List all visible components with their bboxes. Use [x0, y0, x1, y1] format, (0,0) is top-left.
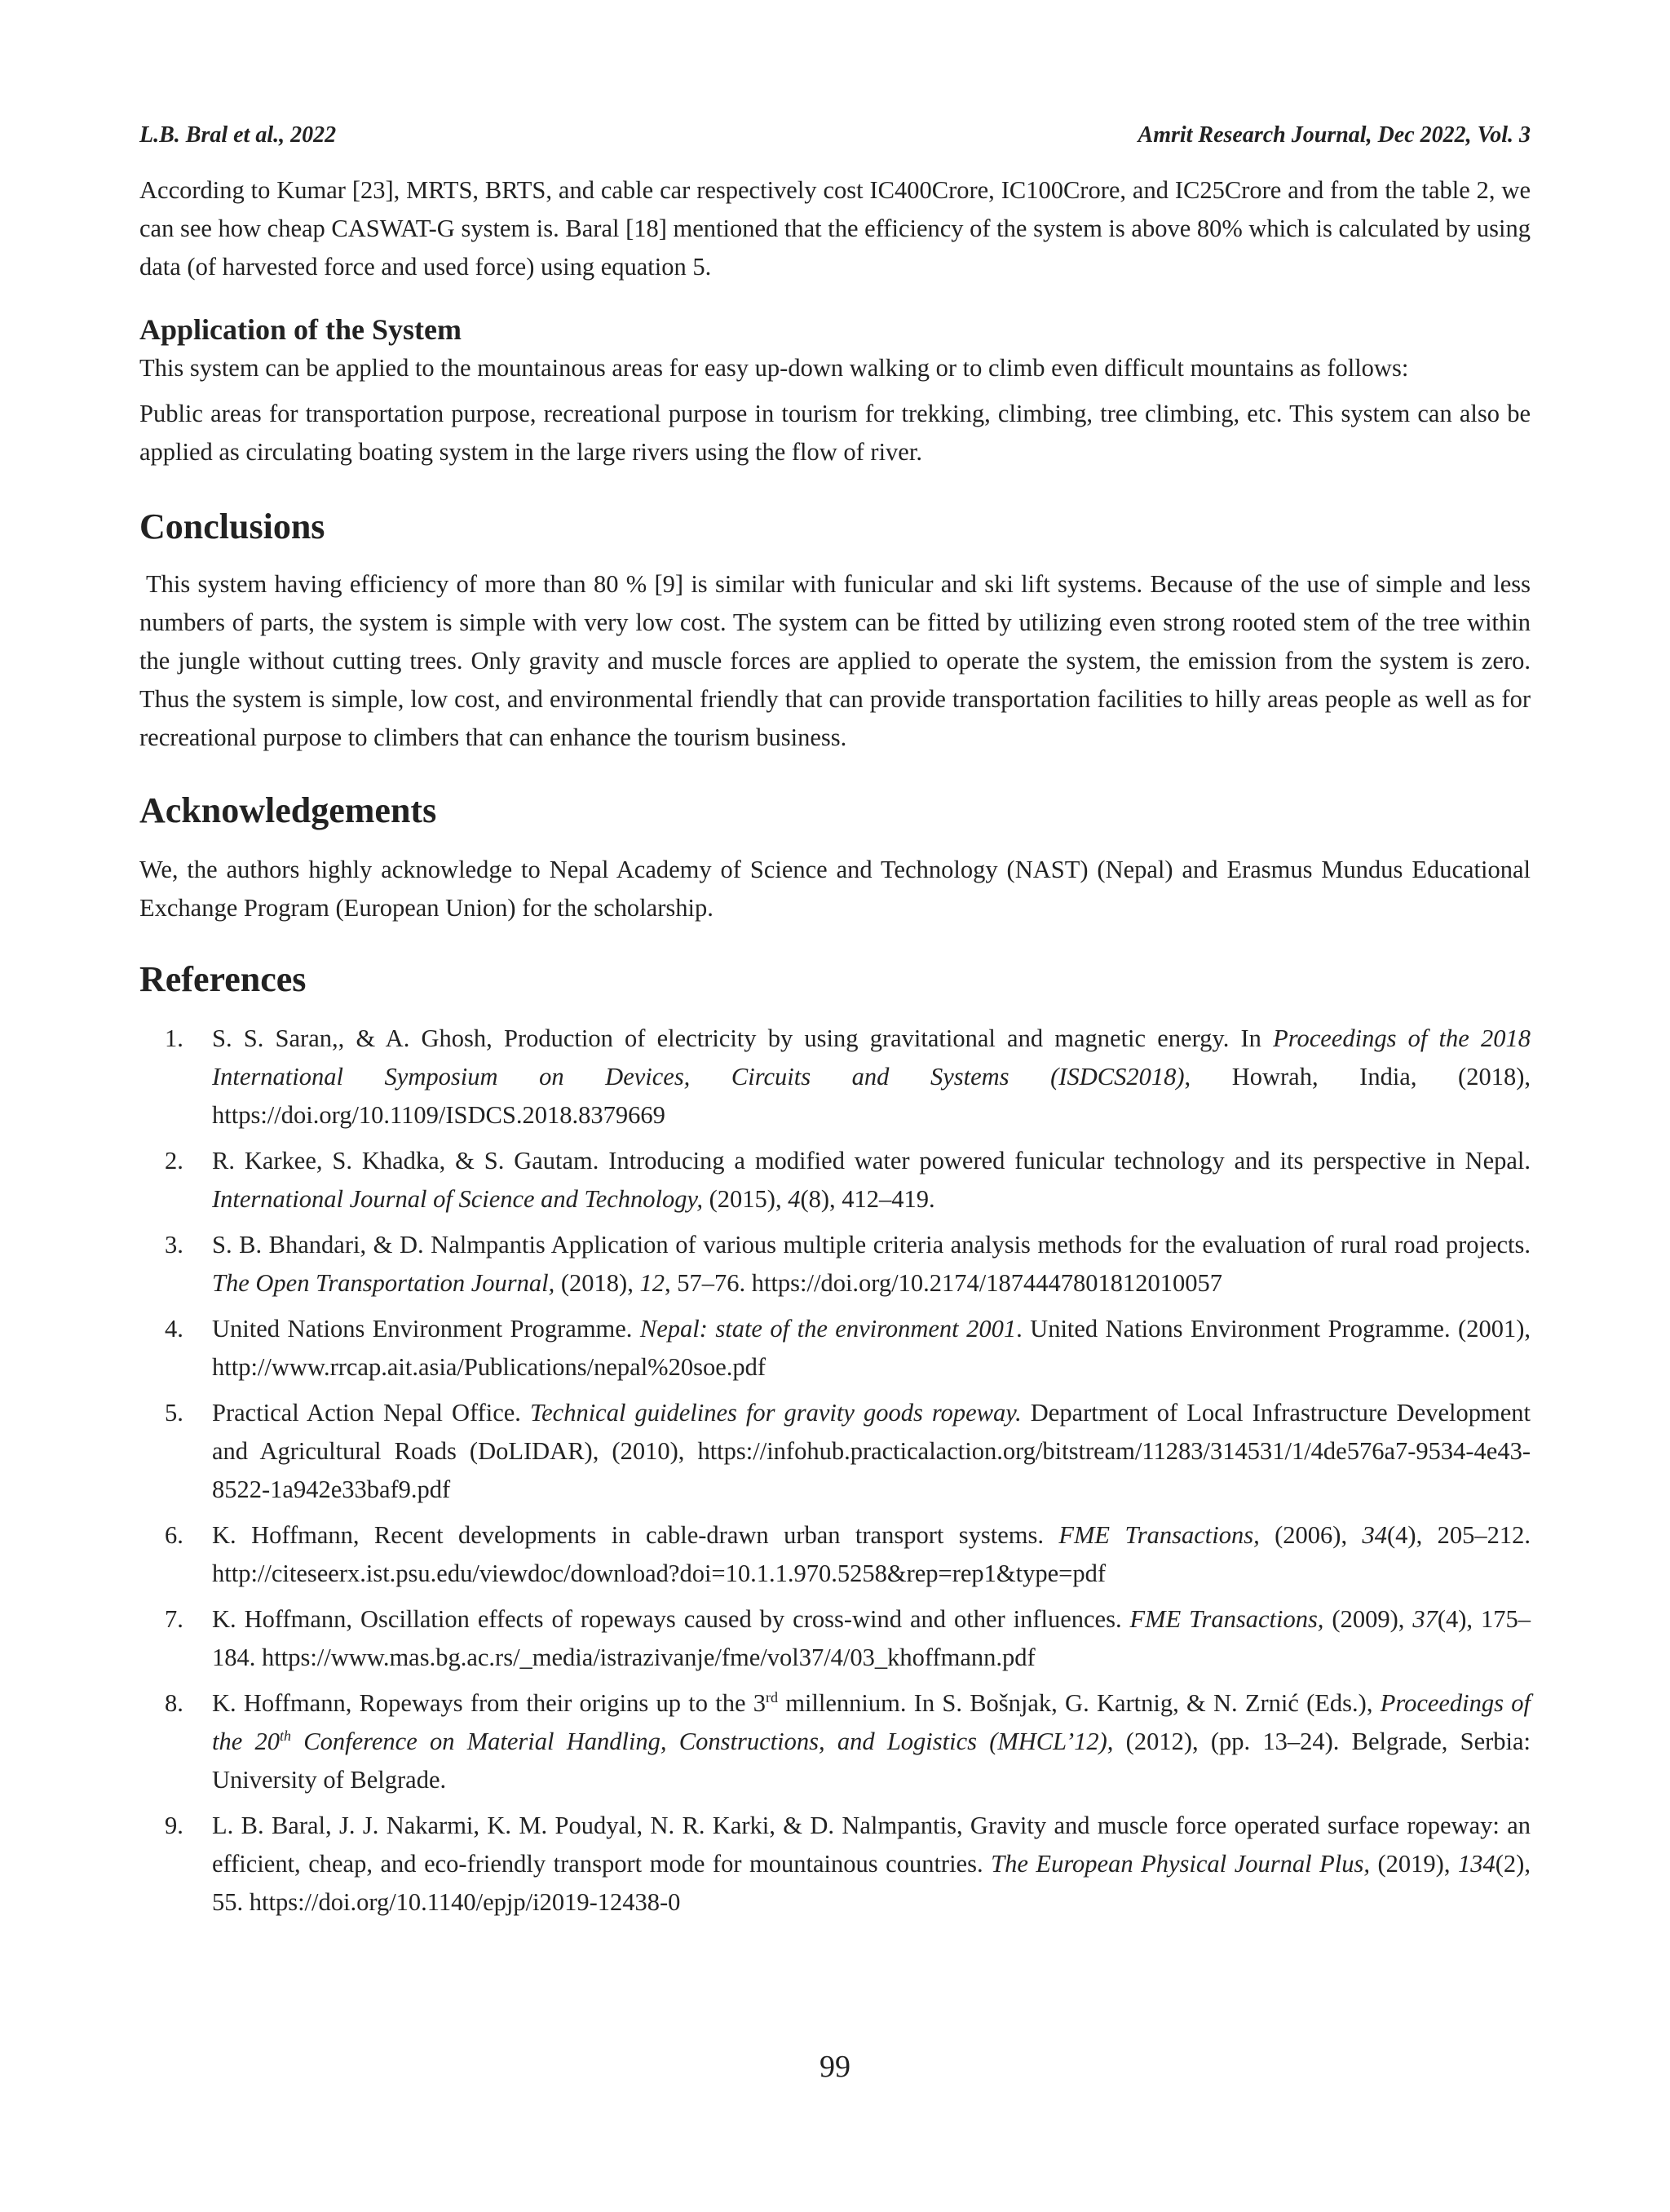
reference-text: (2015), — [703, 1185, 789, 1213]
reference-source: Proceedings of the 2018 International Symposium on Devices, Circuits and Systems (ISDCS2018) — [212, 1024, 1531, 1091]
reference-text: , Howrah, India, (2018), https://doi.org/10.1109/ISDCS.2018.8379669 — [212, 1063, 1531, 1129]
reference-text: (2006), — [1259, 1521, 1363, 1549]
reference-number: 2. — [165, 1147, 183, 1175]
ordinal-superscript: rd — [765, 1688, 778, 1705]
page-content — [139, 171, 1531, 1922]
acknowledgements-heading: Acknowledgements — [139, 790, 437, 830]
application-heading: Application of the System — [139, 313, 462, 346]
reference-number: 5. — [165, 1399, 183, 1427]
reference-item — [139, 1394, 1531, 1509]
reference-text: Department of Local Infrastructure Development and Agricultural Roads (DoLIDAR), (2010), https://infohub.practicalaction.org/bitstream/11283/314531/1/4de576a7-9534-4e43-8522-1a942e33baf9.pdf — [212, 1399, 1531, 1503]
reference-number: 6. — [165, 1521, 183, 1549]
reference-text: (8), 412–419. — [800, 1185, 935, 1213]
reference-source: FME Transactions, — [1129, 1605, 1324, 1633]
reference-source: International Journal of Science and Technology, — [212, 1185, 704, 1213]
conclusions-paragraph: This system having efficiency of more than 80 % [9] is similar with funicular and ski lift systems. Because of the use of simple and less numbers of parts, the system is simple with very low cost. The system can be fitted by utilizing even strong rooted stem of the tree within the jungle without cutting trees. Only gravity and muscle forces are applied to operate the system, the emission from the system is zero. Thus the system is simple, low cost, and environmental friendly that can provide transportation facilities to hilly areas people as well as for recreational purpose to climbers that can enhance the tourism business. — [139, 570, 1531, 751]
reference-source: Conference on Material Handling, Constructions, and Logistics (MHCL’12), — [291, 1728, 1114, 1755]
reference-text: (2012), (pp. 13–24). Belgrade, Serbia: University of Belgrade. — [212, 1728, 1531, 1794]
reference-number: 4. — [165, 1315, 183, 1343]
application-paragraph-2: Public areas for transportation purpose, recreational purpose in tourism for trekking, climbing, tree climbing, etc. This system can also be applied as circulating boating system in the large rivers using the flow of river. — [139, 400, 1531, 466]
reference-text: United Nations Environment Programme. — [212, 1315, 640, 1343]
reference-volume: 12 — [639, 1269, 665, 1297]
reference-text: L. B. Baral, J. J. Nakarmi, K. M. Poudyal, N. R. Karki, & D. Nalmpantis, Gravity and muscle force operated surface ropeway: an efficient, cheap, and eco-friendly transport mode for mountainous countries. — [212, 1812, 1531, 1878]
reference-volume: 4 — [788, 1185, 801, 1213]
ordinal-superscript: th — [280, 1727, 292, 1744]
reference-source: Technical guidelines for gravity goods ropeway. — [529, 1399, 1022, 1427]
reference-source: The European Physical Journal Plus, — [991, 1850, 1370, 1878]
reference-item — [139, 1310, 1531, 1387]
reference-item — [139, 1807, 1531, 1922]
reference-number: 3. — [165, 1231, 183, 1259]
reference-text: S. S. Saran,, & A. Ghosh, Production of electricity by using gravitational and magnetic energy. In — [212, 1024, 1274, 1052]
reference-source: The Open Transportation Journal, — [212, 1269, 555, 1297]
application-paragraph-1: This system can be applied to the mountainous areas for easy up-down walking or to climb even difficult mountains as follows: — [139, 354, 1409, 382]
reference-text: Practical Action Nepal Office. — [212, 1399, 530, 1427]
page-number: 99 — [820, 2050, 850, 2084]
reference-number: 8. — [165, 1689, 183, 1717]
reference-source: Nepal: state of the environment 2001 — [639, 1315, 1017, 1343]
reference-item — [139, 1684, 1531, 1799]
document-page — [139, 0, 1531, 2212]
header-journal: Amrit Research Journal, Dec 2022, Vol. 3 — [1138, 122, 1531, 148]
reference-volume: 134 — [1458, 1850, 1495, 1878]
reference-number: 1. — [165, 1024, 183, 1052]
conclusions-heading: Conclusions — [139, 507, 325, 546]
reference-number: 7. — [165, 1605, 183, 1633]
reference-text: (4), 175–184. https://www.mas.bg.ac.rs/_media/istrazivanje/fme/vol37/4/03_khoffmann.pdf — [212, 1605, 1531, 1671]
reference-source: FME Transactions, — [1058, 1521, 1260, 1549]
reference-item — [139, 1226, 1531, 1303]
reference-source: Proceedings of the 20 — [212, 1689, 1531, 1755]
reference-text: . United Nations Environment Programme. (2001), http://www.rrcap.ait.asia/Publications/nepal%20soe.pdf — [212, 1315, 1531, 1381]
reference-item — [139, 1142, 1531, 1219]
running-header — [139, 122, 1531, 152]
reference-text: K. Hoffmann, Recent developments in cable-drawn urban transport systems. — [212, 1521, 1059, 1549]
header-authors: L.B. Bral et al., 2022 — [139, 122, 337, 148]
reference-item — [139, 1516, 1531, 1593]
reference-text: K. Hoffmann, Ropeways from their origins up to the 3 — [212, 1689, 766, 1717]
reference-text: S. B. Bhandari, & D. Nalmpantis Application of various multiple criteria analysis methods for the evaluation of rural road projects. — [212, 1231, 1531, 1259]
references-heading: References — [139, 959, 307, 999]
reference-text: (2018), — [554, 1269, 640, 1297]
reference-text: (2), 55. https://doi.org/10.1140/epjp/i2019-12438-0 — [212, 1850, 1531, 1916]
reference-list — [139, 1020, 1531, 1922]
reference-number: 9. — [165, 1812, 183, 1839]
reference-text: (2019), — [1369, 1850, 1459, 1878]
reference-text: , 57–76. https://doi.org/10.2174/1874447801812010057 — [664, 1269, 1222, 1297]
reference-text: (2009), — [1323, 1605, 1413, 1633]
reference-text: millennium. In S. Bošnjak, G. Kartnig, & N. Zrnić (Eds.), — [777, 1689, 1381, 1717]
reference-volume: 34 — [1362, 1521, 1387, 1549]
reference-item — [139, 1020, 1531, 1135]
reference-text: (4), 205–212. http://citeseerx.ist.psu.edu/viewdoc/download?doi=10.1.1.970.5258&rep=rep1&type=pdf — [212, 1521, 1531, 1587]
reference-text: R. Karkee, S. Khadka, & S. Gautam. Introducing a modified water powered funicular technology and its perspective in Nepal. — [212, 1147, 1531, 1175]
intro-paragraph: According to Kumar [23], MRTS, BRTS, and cable car respectively cost IC400Crore, IC100Crore, and IC25Crore and from the table 2, we can see how cheap CASWAT-G system is. Baral [18] mentioned that the efficiency of the system is above 80% which is calculated by using data (of harvested force and used force) using equation 5. — [139, 176, 1531, 281]
reference-item — [139, 1600, 1531, 1677]
reference-volume: 37 — [1412, 1605, 1438, 1633]
acknowledgements-paragraph: We, the authors highly acknowledge to Nepal Academy of Science and Technology (NAST) (Nepal) and Erasmus Mundus Educational Exchange Program (European Union) for the scholarship. — [139, 856, 1531, 922]
reference-text: K. Hoffmann, Oscillation effects of ropeways caused by cross-wind and other influences. — [212, 1605, 1130, 1633]
